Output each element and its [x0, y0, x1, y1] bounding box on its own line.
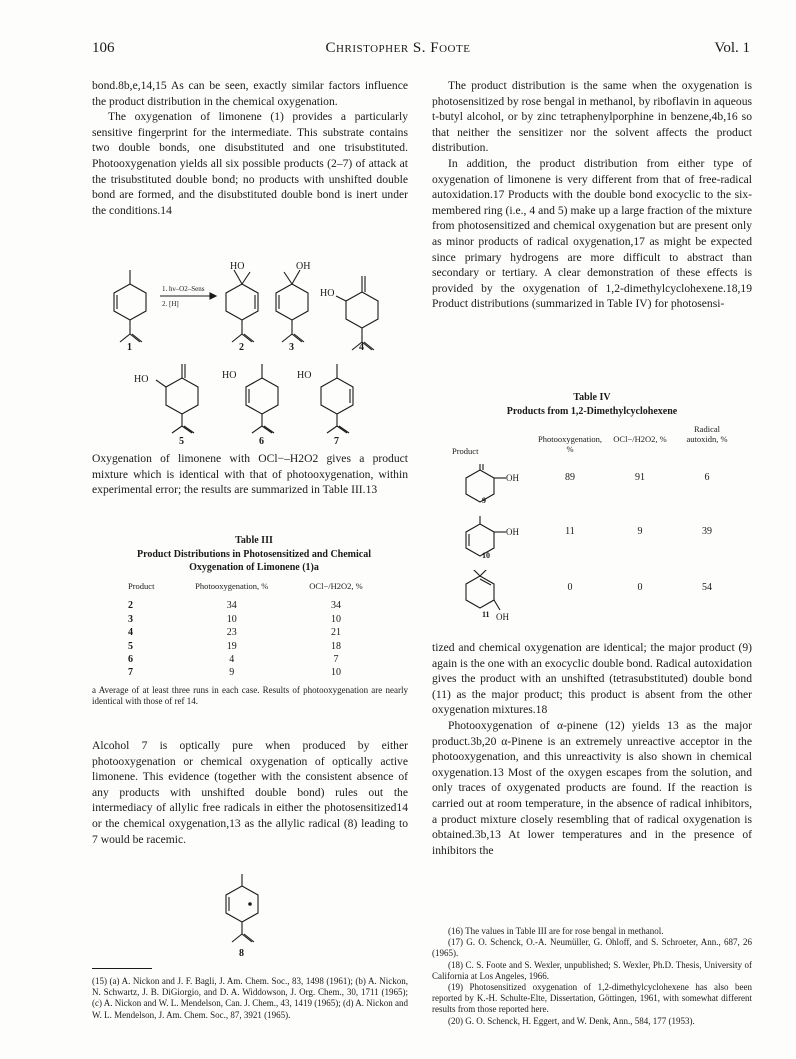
- svg-text:OH: OH: [296, 261, 311, 272]
- left-para-3: Oxygenation of limonene with OCl−–H2O2 gives a product mixture which is identical with that of photooxygenation, within experimental error; the results are summarized in Table III.13: [92, 452, 408, 497]
- table4-cell: 11: [565, 526, 575, 537]
- svg-text:HO: HO: [230, 261, 245, 272]
- table-row: 6 4 7: [128, 654, 339, 666]
- compound-label-7: 7: [334, 436, 339, 446]
- table4-header: Product: [452, 446, 479, 456]
- table3-caption: Product Distributions in Photosensitized and Chemical Oxygenation of Limonene (1)a: [137, 549, 371, 573]
- table-row: 3 10 10: [128, 613, 341, 625]
- compound-label-4: 4: [359, 342, 364, 353]
- compound-label-3: 3: [289, 342, 294, 353]
- compound-label-1: 1: [127, 342, 132, 353]
- table4-cell: 91: [635, 472, 645, 483]
- svg-text:OH: OH: [506, 527, 519, 537]
- table4-cell: 0: [637, 582, 643, 593]
- table4-header: Photooxygenation, %: [538, 434, 602, 454]
- compound-label-2: 2: [239, 342, 244, 353]
- table3-footnote: a Average of at least three runs in each case. Results of photooxygenation are nearly identical with those of ref 14.: [92, 685, 408, 707]
- table3-header: OCl−/H2O2, %: [309, 581, 363, 591]
- table3-header: Photooxygenation, %: [195, 581, 269, 591]
- svg-text:HO: HO: [320, 288, 335, 299]
- table4-cell: 9: [637, 526, 643, 537]
- limonene-scheme: [92, 256, 412, 446]
- footnote-15: (15) (a) A. Nickon and J. F. Bagli, J. Am. Chem. Soc., 83, 1498 (1961); (b) A. Nickon, N. Schwartz, J. B. DiGiorgio, and D. A. Widdowson, J. Org. Chem., 30, 1711 (1965); (c) A. Nickon and W. L. Mendelson, Can. J. Chem., 43, 1419 (1965); (d) A. Nickon and W. L. Mendelson, J. Am. Chem. Soc., 87, 3921 (1965).: [92, 976, 408, 1020]
- table4: [440, 420, 740, 620]
- right-column-bottom: [432, 640, 752, 858]
- table4-header: OCl−/H2O2, %: [613, 434, 667, 444]
- compound-label-8: 8: [239, 948, 244, 959]
- table4-cell: 89: [565, 472, 575, 483]
- right-para-2: In addition, the product distribution from either type of oxygenation of limonene is very different from that of free-radical autoxidation.17 Products with the double bond exocyclic to the six-membered ring (i.e., 4 and 5) make up a large fraction of the mixture from photosensitized and chemical oxygenation but are present only as minor products of radical oxygenation,17 as might be expected since primary hydrogens are more difficult to abstract than secondary or tertiary. A clear demonstration of these effects is provided by the oxygenation of 1,2-dimethylcyclohexene.18,19 Product distributions (summarized in Table IV) for photosensi-: [432, 156, 752, 311]
- footnote-19: (19) Photosensitized oxygenation of 1,2-dimethylcyclohexene has also been reported by K.-H. Schulte-Elte, Dissertation, Göttingen, 1961, with somewhat different results from those reported here.: [432, 982, 752, 1015]
- structure-9: [460, 464, 530, 514]
- table4-row-label: 10: [482, 551, 490, 560]
- footnote-18: (18) C. S. Foote and S. Wexler, unpublished; S. Wexler, Ph.D. Thesis, University of California at Los Angeles, 1966.: [432, 959, 752, 981]
- table-row: 7 9 10: [128, 667, 341, 679]
- footnotes-right: [432, 926, 752, 1027]
- left-para-1: bond.8b,e,14,15 As can be seen, exactly similar factors influence the product distribution in the chemical oxygenation.: [92, 79, 408, 108]
- table3: [128, 580, 380, 680]
- table3-header: Product: [128, 581, 155, 591]
- volume-label: Vol. 1: [714, 40, 750, 56]
- structure-11: [460, 570, 530, 622]
- arrow-reagent-2: 2. [H]: [162, 300, 179, 308]
- table-row: 4 23 21: [128, 627, 341, 639]
- radical-8-structure: [212, 872, 272, 960]
- svg-text:HO: HO: [297, 370, 312, 381]
- table4-caption: Products from 1,2-Dimethylcyclohexene: [506, 406, 678, 417]
- svg-text:OH: OH: [496, 612, 509, 622]
- table4-header: Radical autoxidn, %: [686, 424, 728, 444]
- table4-row-label: 9: [482, 496, 486, 505]
- footnote-20: (20) G. O. Schenck, H. Eggert, and W. Denk, Ann., 584, 177 (1953).: [448, 1015, 695, 1026]
- page-number: 106: [92, 40, 115, 56]
- left-para-4: Alcohol 7 is optically pure when produced by either photooxygenation or chemical oxygenation of optically active limonene. This evidence (together with the consistent absence of any products with unshifted double bond) rules out the intermediacy of allylic free radicals in either the photosensitized14 or the chemical oxygenation,13 as the allylic radical (8) leading to 7 would be racemic.: [92, 739, 408, 846]
- compound-label-5: 5: [179, 436, 184, 446]
- right-para-4: Photooxygenation of α-pinene (12) yields 13 as the major product.3b,20 α-Pinene is an extremely unreactive acceptor in the photooxygenation, and this unreactivity is also shown in chemical oxygenation.13 Most of the oxygen escapes from the solution, and only traces of oxygenated products are found. If the reaction is carried out at room temperature, in the absence of radical inhibitors, a product mixture closely resembling that of radical oxygenation is obtained.3b,13 At lower temperatures and in the presence of inhibitors the: [432, 718, 752, 857]
- left-para-2: The oxygenation of limonene (1) provides a particularly sensitive fingerprint for the intermediate. This substrate contains two double bonds, one disubstituted and one trisubstituted. Photooxygenation yields all six possible products (2–7) of attack at the trisubstituted double bond; no products with unshifted double bond are formed, and the disubstituted double bond is inert under the conditions.14: [92, 110, 408, 217]
- svg-text:HO: HO: [222, 370, 237, 381]
- table4-row-label: 11: [482, 610, 490, 619]
- running-head: Christopher S. Foote: [325, 40, 471, 56]
- table4-title: Table IV: [573, 392, 611, 403]
- left-column-top: [92, 78, 408, 218]
- table4-cell: 39: [702, 526, 712, 537]
- svg-text:HO: HO: [134, 374, 149, 385]
- table-row: 5 19 18: [128, 640, 341, 652]
- footnote-rule: [92, 968, 152, 969]
- structure-10: [460, 516, 530, 566]
- footnote-16: (16) The values in Table III are for rose bengal in methanol.: [448, 926, 664, 936]
- svg-text:OH: OH: [506, 473, 519, 483]
- arrow-reagent-1: 1. hν–O2–Sens: [162, 285, 205, 293]
- table4-cell: 0: [567, 582, 573, 593]
- right-column-top: [432, 78, 752, 312]
- compound-label-6: 6: [259, 436, 264, 446]
- footnote-17: (17) G. O. Schenck, O.-A. Neumüller, G. Ohloff, and S. Schroeter, Ann., 687, 26 (1965).: [432, 937, 752, 959]
- right-para-1: The product distribution is the same when the oxygenation is photosensitized by rose bengal in methanol, by riboflavin in aqueous t-butyl alcohol, or by zinc tetraphenylporphine in benzene,4b,16 so that neither the sensitizer nor the solvent affects the product distribution.: [432, 79, 752, 155]
- table3-title: Table III: [235, 535, 273, 546]
- table-row: 2 34 34: [128, 600, 341, 612]
- right-para-3: tized and chemical oxygenation are identical; the major product (9) again is the one with an exocyclic double bond. Radical autoxidation gives the product with an unshifted (tetrasubstituted) double bond (11) as the major product; this product is absent from the other oxygenation mixtures.18: [432, 641, 752, 717]
- table4-cell: 54: [702, 582, 712, 593]
- table4-cell: 6: [704, 472, 710, 483]
